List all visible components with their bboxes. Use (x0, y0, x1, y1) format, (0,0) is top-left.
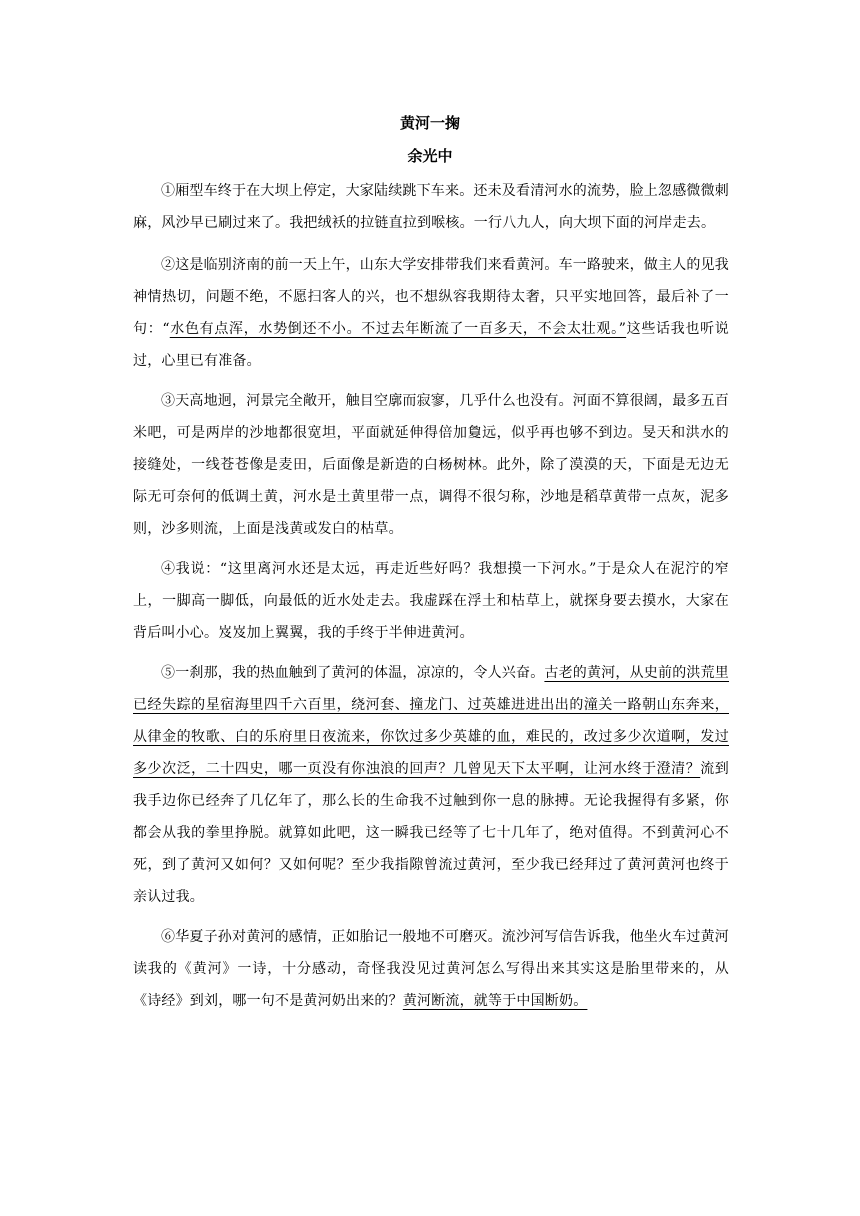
paragraph-6: ⑥华夏子孙对黄河的感情，正如胎记一般地不可磨灭。流沙河写信告诉我，他坐火车过黄河读我的《黄河》一诗，十分感动，奇怪我没见过黄河怎么写得出来其实这是胎里带来的，从《诗经》到刘，哪一句不是黄河奶出来的？黄河断流，就等于中国断奶。 (133, 929, 729, 1009)
paragraph-3: ③天高地迥，河景完全敞开，触目空廓而寂寥，几乎什么也没有。河面不算很阔，最多五百米吧，可是两岸的沙地都很宽坦，平面就延伸得倍加敻远，似乎再也够不到边。旻天和洪水的接缝处，一线苍苍像是麦田，后面像是新造的白杨树林。此外，除了漠漠的天，下面是无边无际无可奈何的低调土黄，河水是土黄里带一点，调得不很匀称，沙地是稻草黄带一点灰，泥多则，沙多则流，上面是浅黄或发白的枯草。 (133, 393, 729, 537)
underlined-passage: 古老的黄河，从史前的洪荒里已经失踪的星宿海里四千六百里，绕河套、撞龙门、过英雄进进出出的潼关一路朝山东奔来，从律金的牧歌、白的乐府里日夜流来，你饮过多少英雄的血，难民的，改过多少次道啊，发过多少次泛，二十四史，哪一页没有你浊浪的回声？几曾见天下太平啊，让河水终于澄清？ (133, 665, 730, 777)
article-title: 黄河一掬 (399, 114, 460, 132)
article-author: 余光中 (407, 147, 453, 165)
underlined-sentence: 黄河断流，就等于中国断奶。 (402, 993, 588, 1009)
article-body (133, 175, 729, 1017)
paragraph-4: ④我说：“这里离河水还是太远，再走近些好吗？我想摸一下河水。”于是众人在泥泞的窄上，一脚高一脚低，向最低的近水处走去。我虚踩在浮土和枯草上，就探身要去摸水，大家在背后叫小心。岌岌加上翼翼，我的手终于半伸进黄河。 (133, 561, 729, 641)
underlined-quote: 水色有点浑，水势倒还不小。不过去年断流了一百多天，不会太壮观。” (169, 321, 627, 337)
paragraph-1: ①厢型车终于在大坝上停定，大家陆续跳下车来。还未及看清河水的流势，脸上忽感微微刺麻，风沙早已刷过来了。我把绒袄的拉链直拉到喉核。一行八九人，向大坝下面的河岸走去。 (133, 183, 729, 231)
paragraph-5: ⑤一刹那，我的热血触到了黄河的体温，凉凉的，令人兴奋。古老的黄河，从史前的洪荒里已经失踪的星宿海里四千六百里，绕河套、撞龙门、过英雄进进出出的潼关一路朝山东奔来，从律金的牧歌、白的乐府里日夜流来，你饮过多少英雄的血，难民的，改过多少次道啊，发过多少次泛，二十四史，哪一页没有你浊浪的回声？几曾见天下太平啊，让河水终于澄清？流到我手边你已经奔了几亿年了，那么长的生命我不过触到你一息的脉搏。无论我握得有多紧，你都会从我的拳里挣脱。就算如此吧，这一瞬我已经等了七十几年了，绝对值得。不到黄河心不死，到了黄河又如何？又如何呢？至少我指隙曾流过黄河，至少我已经拜过了黄河黄河也终于亲认过我。 (133, 665, 730, 905)
paragraph-2: ②这是临别济南的前一天上午，山东大学安排带我们来看黄河。车一路驶来，做主人的见我神情热切，问题不绝，不愿扫客人的兴，也不想纵容我期待太奢，只平实地回答，最后补了一句：“水色有点浑，水势倒还不小。不过去年断流了一百多天，不会太壮观。”这些话我也听说过，心里已有准备。 (133, 257, 729, 369)
